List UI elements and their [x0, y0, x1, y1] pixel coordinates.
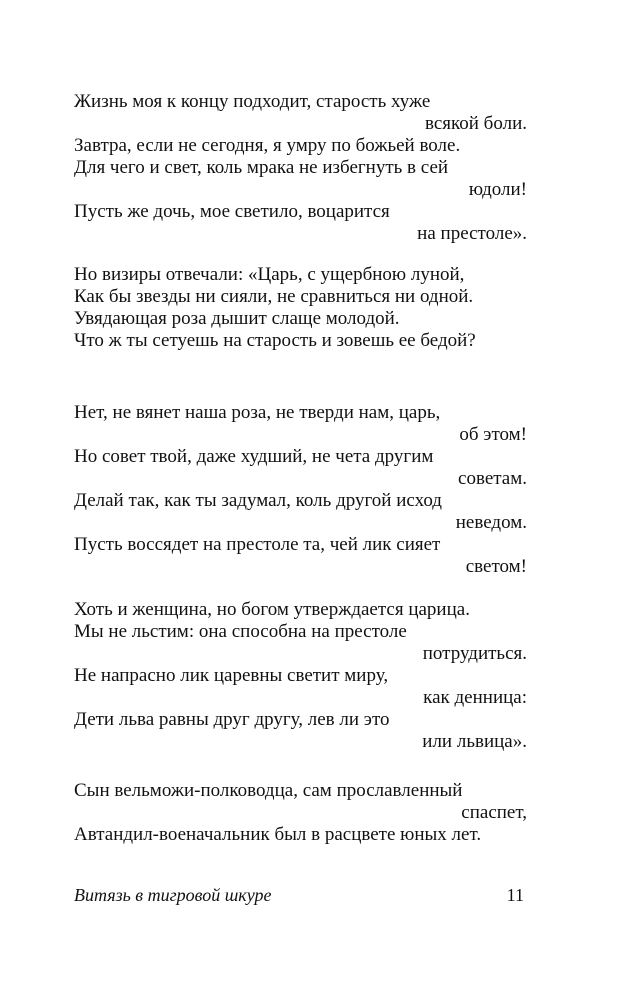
running-head: Витязь в тигровой шкуре — [74, 885, 272, 905]
verse-line-continuation: как денница: — [423, 687, 527, 708]
verse-line: Пусть же дочь, мое светило, воцарится — [74, 201, 390, 222]
verse-line: Для чего и свет, коль мрака не избегнуть в сей — [74, 157, 449, 178]
verse-line: Автандил-военачальник был в расцвете юных лет. — [74, 824, 482, 845]
stanza-3 — [74, 402, 527, 578]
verse-line-continuation: юдоли! — [468, 179, 527, 200]
verse-line: Завтра, если не сегодня, я умру по божьей воле. — [74, 135, 461, 156]
verse-line: Как бы звезды ни сияли, не сравниться ни одной. — [74, 286, 474, 307]
verse-line: Делай так, как ты задумал, коль другой исход — [74, 490, 442, 511]
page-number: 11 — [506, 885, 524, 905]
stanza-5 — [74, 780, 527, 846]
verse-line-continuation: неведом. — [455, 512, 527, 533]
verse-line-continuation: или львица». — [422, 731, 527, 752]
verse-line-continuation: на престоле». — [417, 223, 527, 244]
stanza-2 — [74, 264, 527, 352]
page-footer — [74, 885, 524, 909]
verse-line: Но совет твой, даже худший, не чета другим — [74, 446, 434, 467]
verse-line: Нет, не вянет наша роза, не тверди нам, царь, — [74, 402, 441, 423]
verse-line: Мы не льстим: она способна на престоле — [74, 621, 407, 642]
verse-line: Жизнь моя к концу подходит, старость хуже — [74, 91, 431, 112]
verse-line: Дети льва равны друг другу, лев ли это — [74, 709, 390, 730]
stanza-1 — [74, 91, 527, 245]
verse-line: Пусть воссядет на престоле та, чей лик сияет — [74, 534, 441, 555]
verse-line: Хоть и женщина, но богом утверждается царица. — [74, 599, 470, 620]
verse-line: Сын вельможи-полководца, сам прославленный — [74, 780, 463, 801]
verse-line: Увядающая роза дышит слаще молодой. — [74, 308, 400, 329]
verse-line-continuation: об этом! — [459, 424, 527, 445]
verse-line: Но визиры отвечали: «Царь, с ущербною луной, — [74, 264, 465, 285]
verse-line-continuation: всякой боли. — [424, 113, 527, 134]
verse-line: Что ж ты сетуешь на старость и зовешь ее бедой? — [74, 330, 476, 351]
verse-line-continuation: советам. — [458, 468, 527, 489]
verse-line-continuation: спаспет, — [461, 802, 527, 823]
verse-line: Не напрасно лик царевны светит миру, — [74, 665, 389, 686]
stanza-4 — [74, 599, 527, 753]
verse-line-continuation: светом! — [465, 556, 527, 577]
verse-line-continuation: потрудиться. — [422, 643, 527, 664]
